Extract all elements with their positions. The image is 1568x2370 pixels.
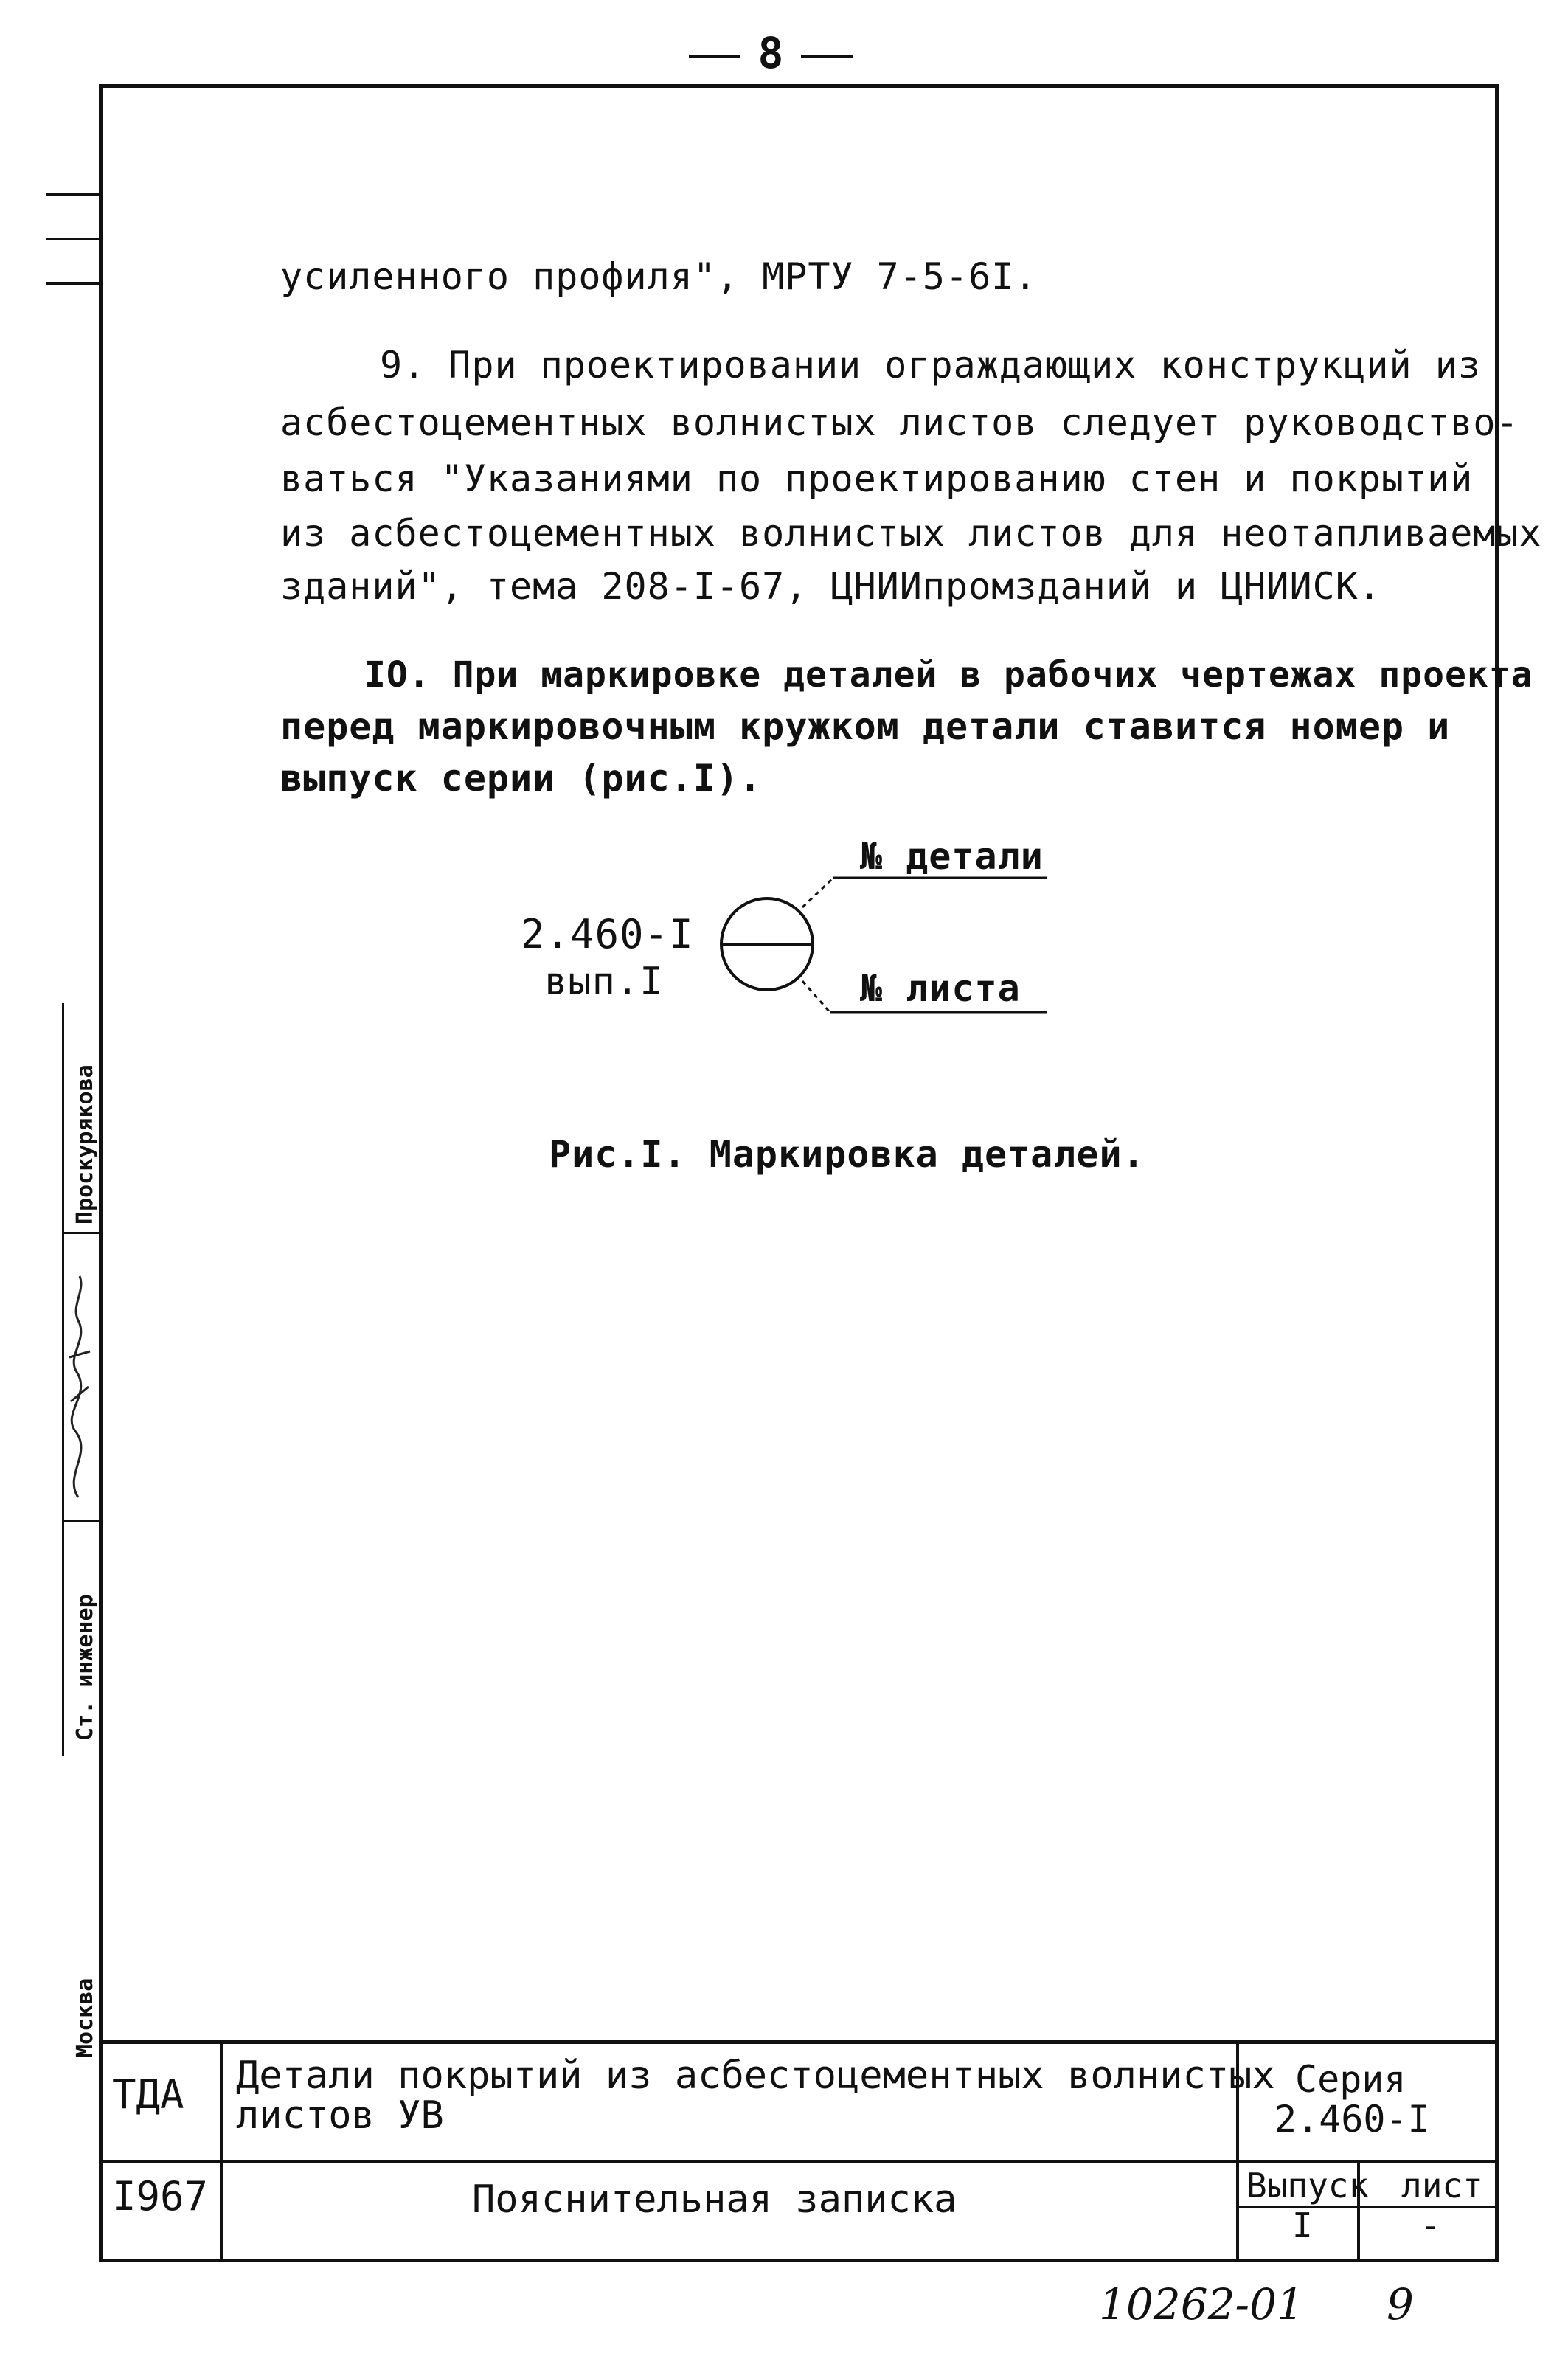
side-stamp-divider (62, 1520, 99, 1522)
title-block-sheet-value: - (1420, 2206, 1441, 2245)
title-block-mid-rule (99, 2160, 1499, 2163)
title-block-title-line2: листов УВ (236, 2093, 444, 2138)
title-block-year: I967 (112, 2173, 209, 2220)
figure-issue-label: вып.I (544, 960, 664, 1004)
handwritten-doc-number: 10262-01 (1099, 2279, 1304, 2329)
paragraph-9-line-4: из асбестоцементных волнистых листов для неотапливаемых (280, 512, 1542, 555)
side-stamp-city: Москва (72, 1978, 98, 2058)
frame-left-border (99, 84, 103, 2260)
margin-tick (46, 193, 99, 196)
side-stamp-checker: Проскурякова (72, 1064, 98, 1224)
title-block-title-line1: Детали покрытий из асбестоцементных волнистых (236, 2054, 1275, 2098)
figure-caption: Рис.I. Маркировка деталей. (549, 1133, 1145, 1176)
side-stamp-position: Ст. инженер (72, 1594, 98, 1741)
marking-circle-diagram (708, 856, 1055, 1033)
paragraph-9-line-2: асбестоцементных волнистых листов следует руководство- (280, 401, 1519, 444)
title-block-org: ТДА (112, 2071, 184, 2118)
figure-series-label: 2.460-I (521, 911, 694, 957)
margin-tick (46, 282, 99, 285)
title-block-series-value: 2.460-I (1274, 2098, 1430, 2141)
figure-sheet-number-label: № листа (860, 967, 1021, 1010)
title-block-issue-value: I (1292, 2206, 1313, 2245)
paragraph-10-line-1: IO. При маркировке деталей в рабочих чертежах проекта (364, 654, 1533, 696)
title-block-issue-label: Выпуск (1246, 2166, 1370, 2206)
frame-top-border (99, 84, 1499, 88)
paragraph-10-line-2: перед маркировочным кружком детали ставится номер и (280, 705, 1451, 748)
paragraph-9-line-3: ваться "Указаниями по проектированию стен и покрытий (280, 457, 1474, 500)
title-block-sheet-label: лист (1401, 2166, 1483, 2206)
handwritten-page: 9 (1387, 2279, 1414, 2329)
figure-detail-number-label: № детали (860, 835, 1044, 878)
body-line-0: усиленного профиля", МРТУ 7-5-6I. (280, 255, 1038, 298)
title-block-top-rule (99, 2040, 1499, 2044)
frame-bottom-border (99, 2259, 1499, 2262)
title-block-sub-rule (1239, 2206, 1497, 2208)
paragraph-9-line-5: зданий", тема 208-I-67, ЦНИИпромзданий и ЦНИИСК. (280, 565, 1381, 608)
title-block-series-label: Серия (1295, 2058, 1406, 2101)
margin-tick (46, 238, 99, 240)
title-block-doc-name: Пояснительная записка (472, 2177, 957, 2222)
side-stamp-signature (56, 1269, 100, 1505)
paragraph-9-line-1: 9. При проектировании ограждающих конструкций из (380, 344, 1481, 387)
page-number: 8 (649, 28, 892, 78)
paragraph-10-line-3: выпуск серии (рис.I). (280, 757, 763, 800)
side-stamp-divider (62, 1232, 99, 1234)
title-block-col-rule (220, 2040, 223, 2260)
